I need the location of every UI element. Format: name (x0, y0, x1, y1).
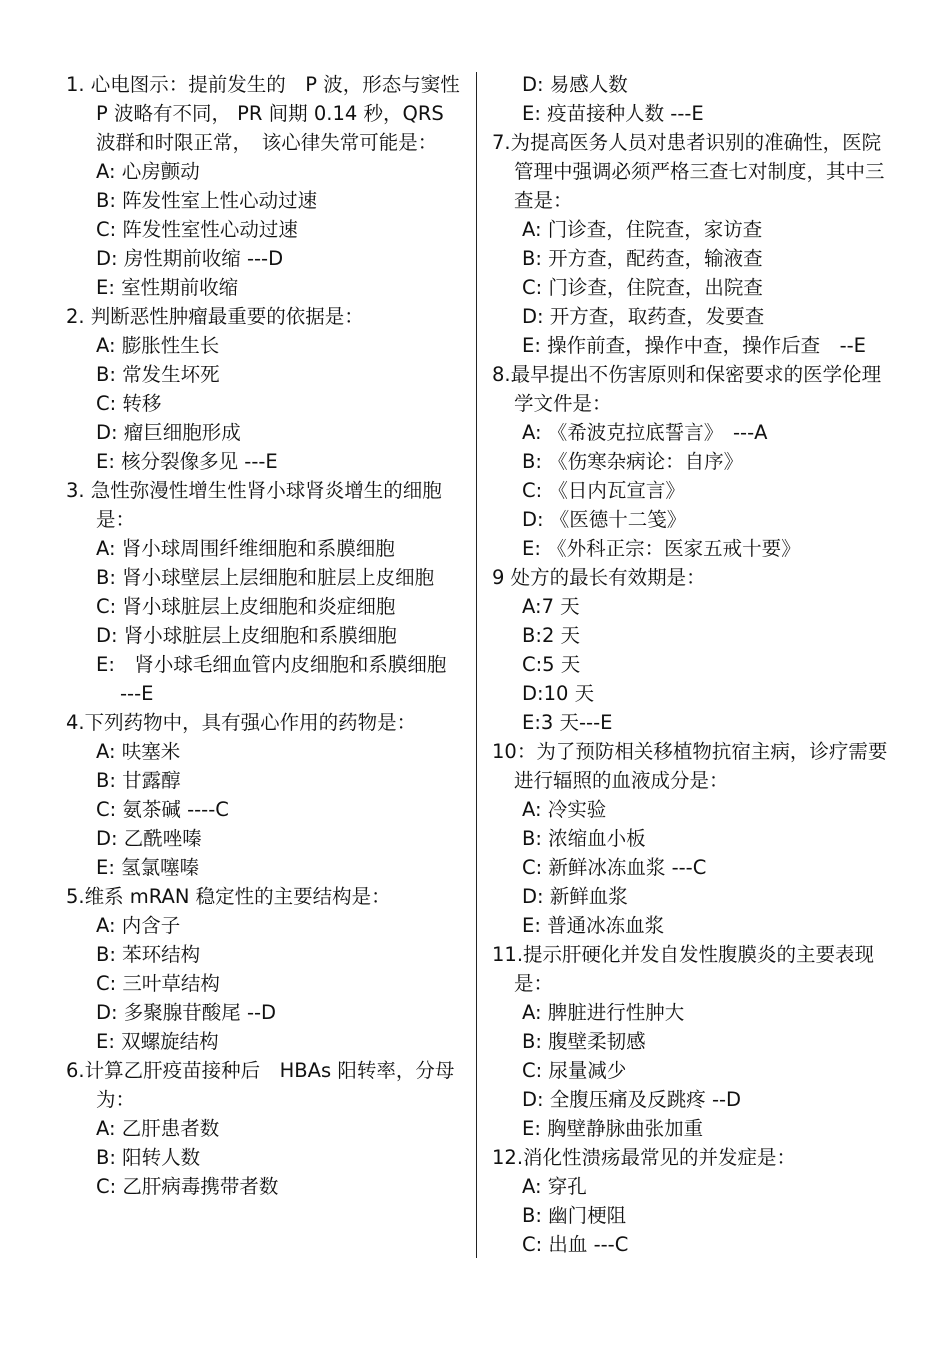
option-a: A: 呋塞米 (96, 740, 181, 763)
question-block (66, 708, 462, 882)
option-a: A: 乙肝患者数 (96, 1117, 220, 1140)
question-block (66, 476, 466, 708)
option-e: E: 《外科正宗：医家五戒十要》 (522, 537, 801, 560)
question-block (66, 302, 462, 476)
option-e: E: 疫苗接种人数 ---E (522, 102, 704, 125)
option-b: B: 腹壁柔韧感 (522, 1030, 646, 1053)
option-a: A: 穿孔 (522, 1175, 587, 1198)
option-a: A: 内含子 (96, 914, 181, 937)
question-block (492, 1143, 888, 1259)
question-block (492, 737, 888, 940)
option-d: D:10 天 (522, 682, 595, 705)
option-c: C: 肾小球脏层上皮细胞和炎症细胞 (96, 595, 396, 618)
option-a: A: 膨胀性生长 (96, 334, 220, 357)
option-b: B: 肾小球壁层上层细胞和脏层上皮细胞 (96, 566, 435, 589)
question-text: 1. 心电图示：提前发生的 P 波，形态与窦性 P 波略有不同， PR 间期 0.14 秒，QRS 波群和时限正常， 该心律失常可能是： (66, 73, 460, 154)
column-divider (476, 72, 477, 1258)
option-d: D: 肾小球脏层上皮细胞和系膜细胞 (96, 624, 397, 647)
question-text: 6.计算乙肝疫苗接种后 HBAs 阳转率，分母为： (66, 1059, 455, 1111)
option-e: E: 氢氯噻嗪 (96, 856, 200, 879)
option-a: A: 冷实验 (522, 798, 607, 821)
option-a: A: 肾小球周围纤维细胞和系膜细胞 (96, 537, 395, 560)
option-e: E: 普通冰冻血浆 (522, 914, 665, 937)
option-d: D: 房性期前收缩 ---D (96, 247, 284, 270)
question-text: 5.维系 mRAN 稳定性的主要结构是： (66, 885, 391, 908)
question-block (492, 940, 888, 1143)
option-b: B: 常发生坏死 (96, 363, 220, 386)
option-c: C: 新鲜冰冻血浆 ---C (522, 856, 707, 879)
option-d: D: 开方查，取药查，发要查 (522, 305, 765, 328)
option-b: B: 阵发性室上性心动过速 (96, 189, 318, 212)
question-text: 7.为提高医务人员对患者识别的准确性，医院管理中强调必须严格三查七对制度，其中三查是： (492, 131, 885, 212)
question-block (66, 1056, 462, 1201)
option-c: C: 三叶草结构 (96, 972, 220, 995)
right-column (492, 70, 888, 1259)
question-text: 2. 判断恶性肿瘤最重要的依据是： (66, 305, 364, 328)
option-b: B:2 天 (522, 624, 581, 647)
option-c: C: 阵发性室性心动过速 (96, 218, 298, 241)
option-a: A: 门诊查，住院查，家访查 (522, 218, 763, 241)
question-text: 3. 急性弥漫性增生性肾小球肾炎增生的细胞是： (66, 479, 442, 531)
option-b: B: 阳转人数 (96, 1146, 201, 1169)
option-d: D: 多聚腺苷酸尾 --D (96, 1001, 277, 1024)
question-text: 10：为了预防相关移植物抗宿主病，诊疗需要进行辐照的血液成分是： (492, 740, 888, 792)
option-a: A:7 天 (522, 595, 580, 618)
option-b: B: 幽门梗阻 (522, 1204, 627, 1227)
option-a: A: 《希波克拉底誓言》 ---A (522, 421, 768, 444)
option-a: A: 心房颤动 (96, 160, 200, 183)
option-e: E: 胸壁静脉曲张加重 (522, 1117, 704, 1140)
option-b: B: 苯环结构 (96, 943, 201, 966)
question-text: 4.下列药物中，具有强心作用的药物是： (66, 711, 417, 734)
question-block (492, 360, 888, 563)
option-a: A: 脾脏进行性肿大 (522, 1001, 685, 1024)
option-d: D: 易感人数 (522, 73, 628, 96)
option-b: B: 甘露醇 (96, 769, 181, 792)
question-continuation (492, 70, 888, 128)
question-block (66, 882, 462, 1056)
option-e: E: 肾小球毛细血管内皮细胞和系膜细胞 ---E (96, 653, 466, 705)
option-c: C: 《日内瓦宣言》 (522, 479, 685, 502)
question-text: 11.提示肝硬化并发自发性腹膜炎的主要表现是： (492, 943, 875, 995)
option-e: E: 操作前查，操作中查，操作后查 --E (522, 334, 866, 357)
question-text: 12.消化性溃疡最常见的并发症是： (492, 1146, 797, 1169)
option-b: B: 《伤寒杂病论：自序》 (522, 450, 744, 473)
option-e: E:3 天---E (522, 711, 613, 734)
option-e: E: 核分裂像多见 ---E (96, 450, 278, 473)
option-d: D: 新鲜血浆 (522, 885, 628, 908)
question-text: 9 处方的最长有效期是： (492, 566, 706, 589)
option-c: C: 氨茶碱 ----C (96, 798, 229, 821)
option-c: C: 尿量减少 (522, 1059, 627, 1082)
option-c: C: 转移 (96, 392, 162, 415)
question-text: 8.最早提出不伤害原则和保密要求的医学伦理学文件是： (492, 363, 882, 415)
option-c: C: 门诊查，住院查，出院查 (522, 276, 763, 299)
option-b: B: 开方查，配药查，输液查 (522, 247, 763, 270)
option-d: D: 瘤巨细胞形成 (96, 421, 241, 444)
option-e: E: 双螺旋结构 (96, 1030, 219, 1053)
option-c: C:5 天 (522, 653, 581, 676)
option-d: D: 乙酰唑嗪 (96, 827, 202, 850)
option-d: D: 《医德十二笺》 (522, 508, 687, 531)
option-d: D: 全腹压痛及反跳疼 --D (522, 1088, 742, 1111)
question-block (66, 70, 462, 302)
option-c: C: 乙肝病毒携带者数 (96, 1175, 279, 1198)
left-column (66, 70, 466, 1201)
option-c: C: 出血 ---C (522, 1233, 629, 1256)
option-e: E: 室性期前收缩 (96, 276, 239, 299)
question-block (492, 128, 888, 360)
option-b: B: 浓缩血小板 (522, 827, 646, 850)
question-block (492, 563, 888, 737)
